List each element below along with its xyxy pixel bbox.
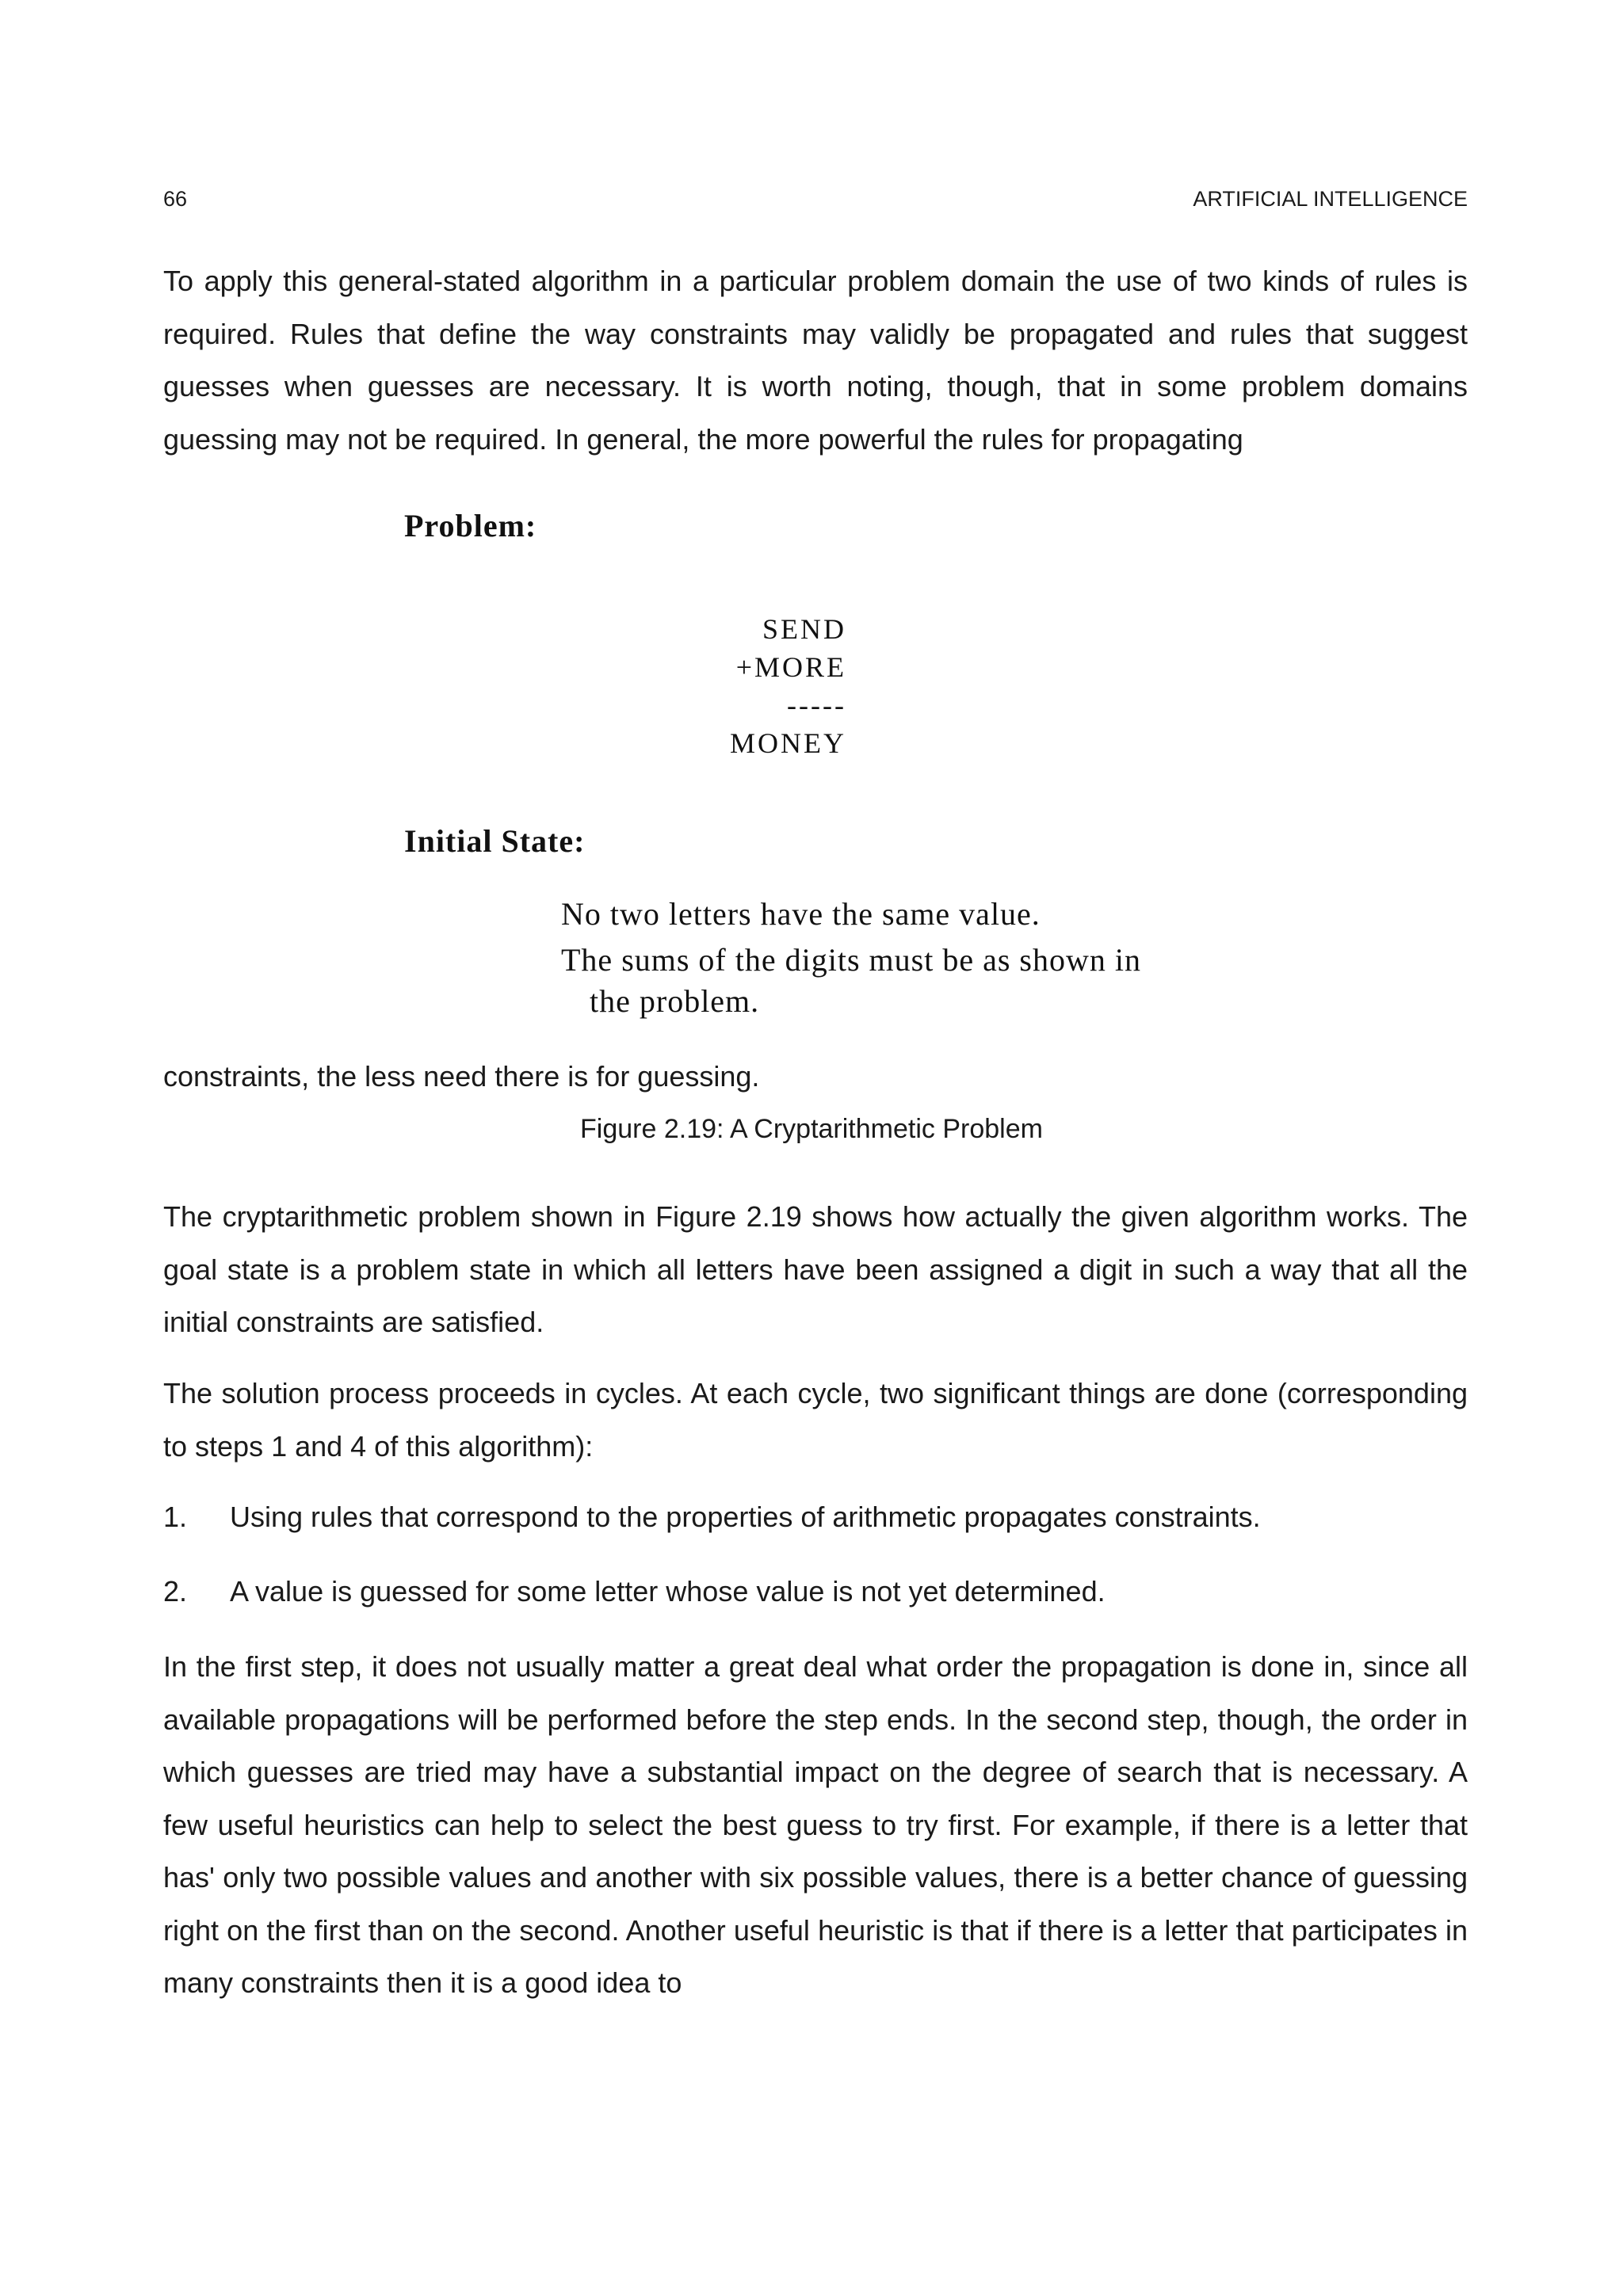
constraint-sums: The sums of the digits must be as shown in	[561, 942, 1141, 978]
page-number: 66	[163, 187, 188, 211]
figure-initial-state-label: Initial State:	[404, 823, 586, 859]
sum-line-money: MONEY	[730, 727, 846, 759]
paragraph-goal-state: The cryptarithmetic problem shown in Figure 2.19 shows how actually the given algorithm works. The goal state is a problem state in which all letters have been assigned a digit in such a way that all the initial constraints are satisfied.	[163, 1200, 1468, 1338]
figure-caption: Figure 2.19: A Cryptarithmetic Problem	[580, 1114, 1043, 1144]
sum-line-rule: -----	[787, 689, 846, 721]
running-title: ARTIFICIAL INTELLIGENCE	[1193, 187, 1468, 211]
sum-line-more: +MORE	[735, 651, 846, 683]
constraint-sums-cont: the problem.	[590, 983, 760, 1019]
paragraph-intro-continued: constraints, the less need there is for guessing.	[163, 1060, 760, 1093]
figure-problem-label: Problem:	[404, 508, 537, 543]
sum-line-send: SEND	[762, 613, 846, 645]
list-item-number: 1.	[163, 1501, 188, 1533]
paragraph-heuristics: In the first step, it does not usually matter a great deal what order the propagation is done in, since all available propagations will be performed before the step ends. In the second step, though, the order in which guesses are tried may have a substantial impact on the degree of search that is necessary. A few useful heuristics can help to select the best guess to try first. For example, if there is a letter that has' only two possible values and another with six possible values, there is a better chance of guessing right on the first than on the second. Another useful heuristic is that if there is a letter that participates in many constraints then it is a good idea to	[163, 1650, 1468, 1999]
paragraph-solution-process: The solution process proceeds in cycles. At each cycle, two significant things are done (corresponding to steps 1 and 4 of this algorithm):	[163, 1377, 1468, 1463]
paragraph-intro: To apply this general-stated algorithm in a particular problem domain the use of two kinds of rules is required. Rules that define the way constraints may validly be propagated and rules that suggest guesses when guesses are necessary. It is worth noting, though, that in some problem domains guessing may not be required. In general, the more powerful the rules for propagating	[163, 265, 1468, 456]
page-header	[163, 187, 1468, 219]
list-item-text: Using rules that correspond to the properties of arithmetic propagates constraints.	[230, 1501, 1261, 1533]
list-item-number: 2.	[163, 1575, 188, 1608]
figure-sum	[720, 610, 846, 762]
constraint-unique-values: No two letters have the same value.	[561, 896, 1041, 932]
list-item-text: A value is guessed for some letter whose value is not yet determined.	[230, 1575, 1106, 1608]
figure-cryptarithmetic	[0, 491, 1623, 1038]
